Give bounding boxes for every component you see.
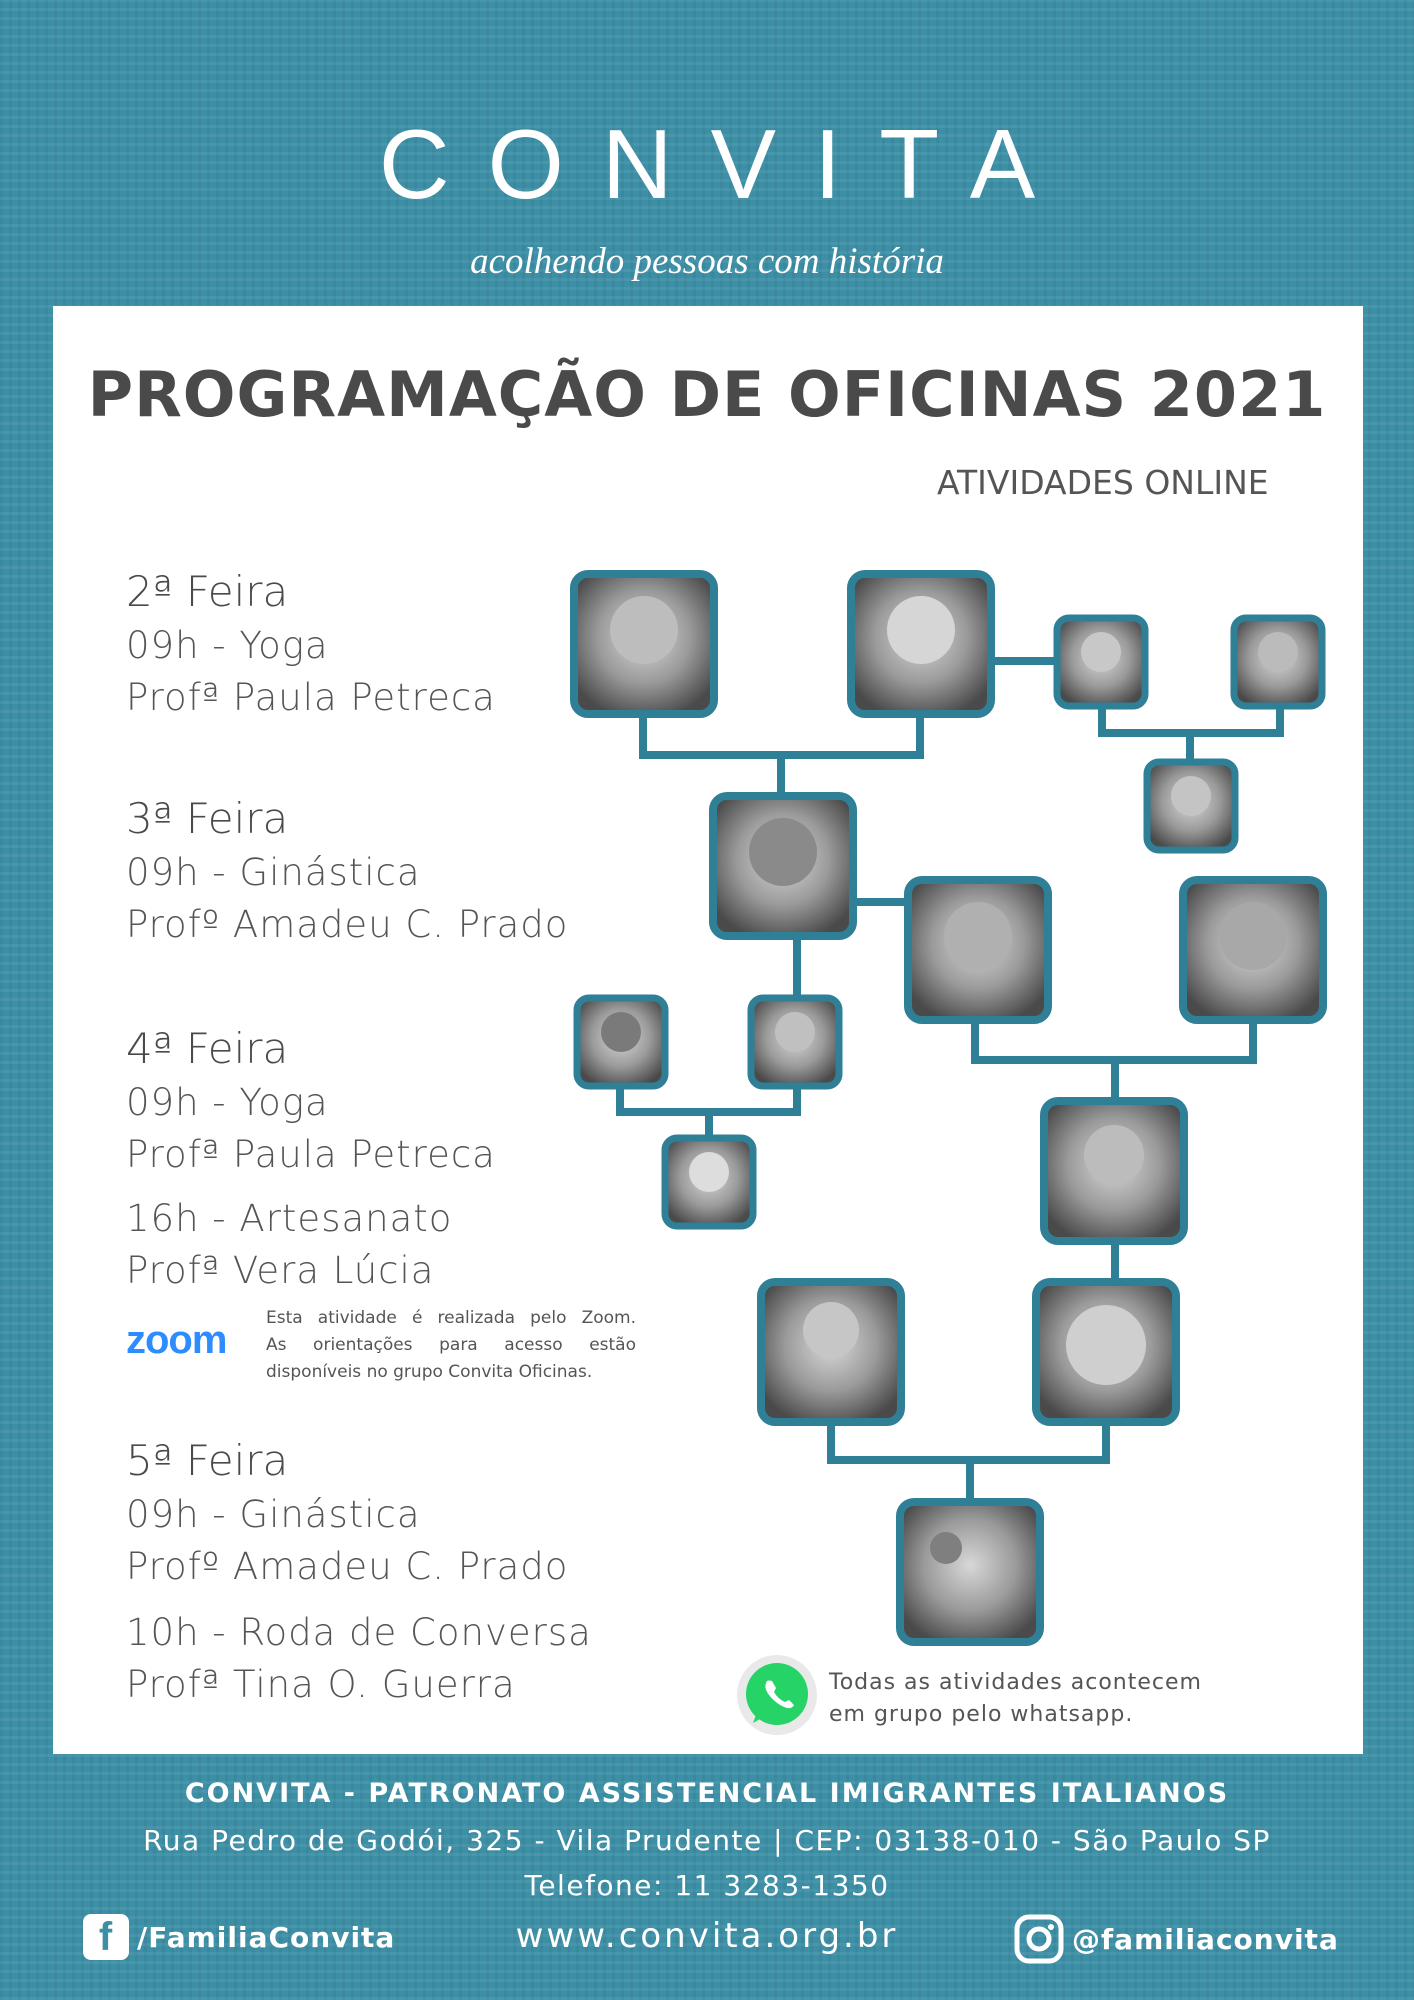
page-title: PROGRAMAÇÃO DE OFICINAS 2021 [87,358,1327,431]
portrait-photo [574,574,714,714]
portrait-photo [713,796,853,936]
teacher-line: Profº Amadeu C. Prado [126,1545,569,1588]
activity-line: 16h - Artesanato [126,1197,453,1240]
website-link[interactable]: www.convita.org.br [515,1916,899,1956]
facebook-handle: /FamiliaConvita [137,1920,396,1954]
portrait-photo [1036,1282,1176,1422]
tagline: acolhendo pessoas com história [470,241,944,282]
teacher-line: Profª Paula Petreca [126,676,496,719]
whatsapp-note-line: Todas as atividades acontecem [829,1670,1202,1695]
day-label: 3ª Feira [126,794,289,843]
footer-address: Rua Pedro de Godói, 325 - Vila Prudente | CEP: 03138-010 - São Paulo SP [143,1824,1271,1857]
instagram-link[interactable] [1014,1914,1339,1964]
footer-org: CONVITA - PATRONATO ASSISTENCIAL IMIGRANTES ITALIANOS [184,1778,1230,1809]
day-label: 5ª Feira [126,1436,289,1485]
zoom-note-line: disponíveis no grupo Convita Oficinas. [266,1362,593,1382]
whatsapp-icon [735,1653,819,1737]
activity-line: 09h - Ginástica [126,851,421,894]
teacher-line: Profª Paula Petreca [126,1133,496,1176]
activity-line: 09h - Ginástica [126,1493,421,1536]
footer-phone: Telefone: 11 3283-1350 [524,1869,890,1902]
logo: CONVITA [378,109,1074,219]
day-label: 2ª Feira [126,567,289,616]
teacher-line: Profª Vera Lúcia [126,1249,435,1292]
portrait-photo [1183,880,1323,1020]
portrait-photo [1057,618,1145,706]
portrait-photo [1147,762,1235,850]
portrait-photo [908,880,1048,1020]
subtitle: ATIVIDADES ONLINE [937,463,1269,502]
day-label: 4ª Feira [126,1024,289,1073]
activity-line: 09h - Yoga [126,1081,329,1124]
teacher-line: Profª Tina O. Guerra [126,1663,516,1706]
portrait-photo [1044,1101,1184,1241]
portrait-photo [577,998,665,1086]
activity-line: 09h - Yoga [126,624,329,667]
portrait-photo [761,1282,901,1422]
zoom-note-line: Esta atividade é realizada pelo Zoom. [266,1308,636,1328]
portrait-photo [851,574,991,714]
portrait-photo [751,998,839,1086]
whatsapp-note [829,1667,1202,1731]
portrait-photo [900,1502,1040,1642]
portrait-photo [1234,618,1322,706]
portrait-photo [665,1138,753,1226]
instagram-handle: @familiaconvita [1072,1922,1339,1956]
facebook-icon: f [83,1914,129,1960]
whatsapp-note-line: em grupo pelo whatsapp. [829,1702,1134,1727]
zoom-logo: zoom [126,1318,227,1362]
teacher-line: Profº Amadeu C. Prado [126,903,569,946]
instagram-icon [1014,1914,1064,1964]
zoom-note-line: As orientações para acesso estão [266,1335,636,1355]
activity-line: 10h - Roda de Conversa [126,1611,592,1654]
